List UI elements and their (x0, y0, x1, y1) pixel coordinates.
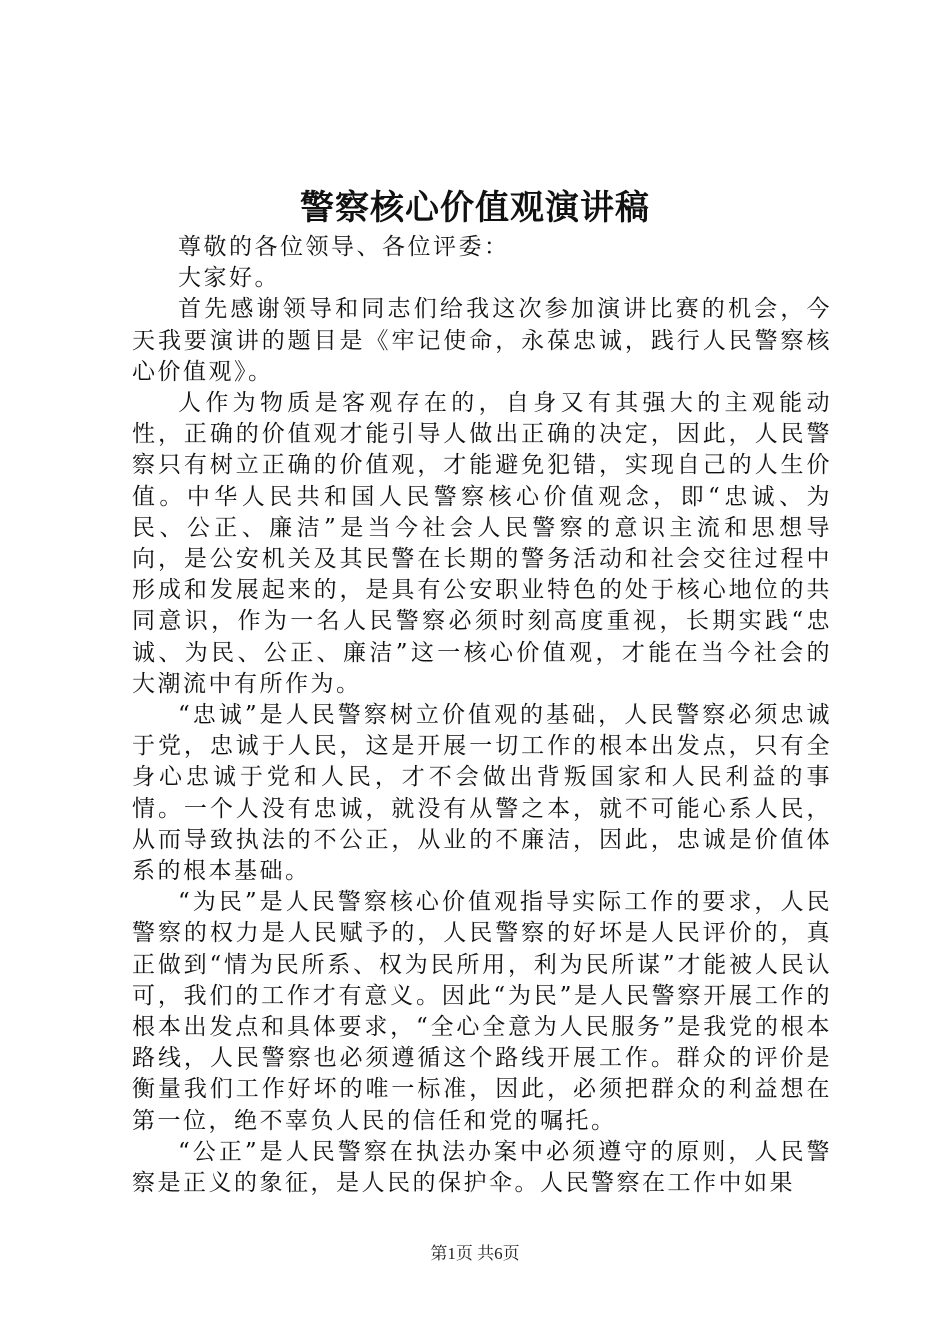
paragraph-justice: “公正”是人民警察在执法办案中必须遵守的原则，人民警察是正义的象征，是人民的保护伞。人民警察在工作中如果 (132, 1138, 832, 1197)
document-body (132, 232, 832, 1199)
paragraph-values: 人作为物质是客观存在的，自身又有其强大的主观能动性，正确的价值观才能引导人做出正确的决定，因此，人民警察只有树立正确的价值观，才能避免犯错，实现自己的人生价值。中华人民共和国人民警察核心价值观念，即“忠诚、为民、公正、廉洁”是当今社会人民警察的意识主流和思想导向，是公安机关及其民警在长期的警务活动和社会交往过程中形成和发展起来的，是具有公安职业特色的处于核心地位的共同意识，作为一名人民警察必须时刻高度重视，长期实践“忠诚、为民、公正、廉洁”这一核心价值观，才能在当今社会的大潮流中有所作为。 (132, 390, 832, 697)
paragraph-serve-people: “为民”是人民警察核心价值观指导实际工作的要求，人民警察的权力是人民赋予的，人民警察的好坏是人民评价的，真正做到“情为民所系、权为民所用，利为民所谋”才能被人民认可，我们的工作才有意义。因此“为民”是人民警察开展工作的根本出发点和具体要求，“全心全意为人民服务”是我党的根本路线，人民警察也必须遵循这个路线开展工作。群众的评价是衡量我们工作好坏的唯一标准，因此，必须把群众的利益想在第一位，绝不辜负人民的信任和党的嘱托。 (132, 889, 832, 1134)
paragraph-loyalty: “忠诚”是人民警察树立价值观的基础，人民警察必须忠诚于党，忠诚于人民，这是开展一切工作的根本出发点，只有全身心忠诚于党和人民，才不会做出背叛国家和人民利益的事情。一个人没有忠诚，就没有从警之本，就不可能心系人民，从而导致执法的不公正，从业的不廉洁，因此，忠诚是价值体系的根本基础。 (132, 702, 832, 885)
paragraph-salutation: 尊敬的各位领导、各位评委： (178, 234, 510, 260)
paragraph-greeting: 大家好。 (178, 265, 280, 292)
document-title: 警察核心价值观演讲稿 (300, 188, 650, 228)
paragraph-intro: 首先感谢领导和同志们给我这次参加演讲比赛的机会，今天我要演讲的题目是《牢记使命，永葆忠诚，践行人民警察核心价值观》。 (132, 296, 832, 385)
page-number-footer: 第1页 共6页 (430, 1244, 520, 1263)
